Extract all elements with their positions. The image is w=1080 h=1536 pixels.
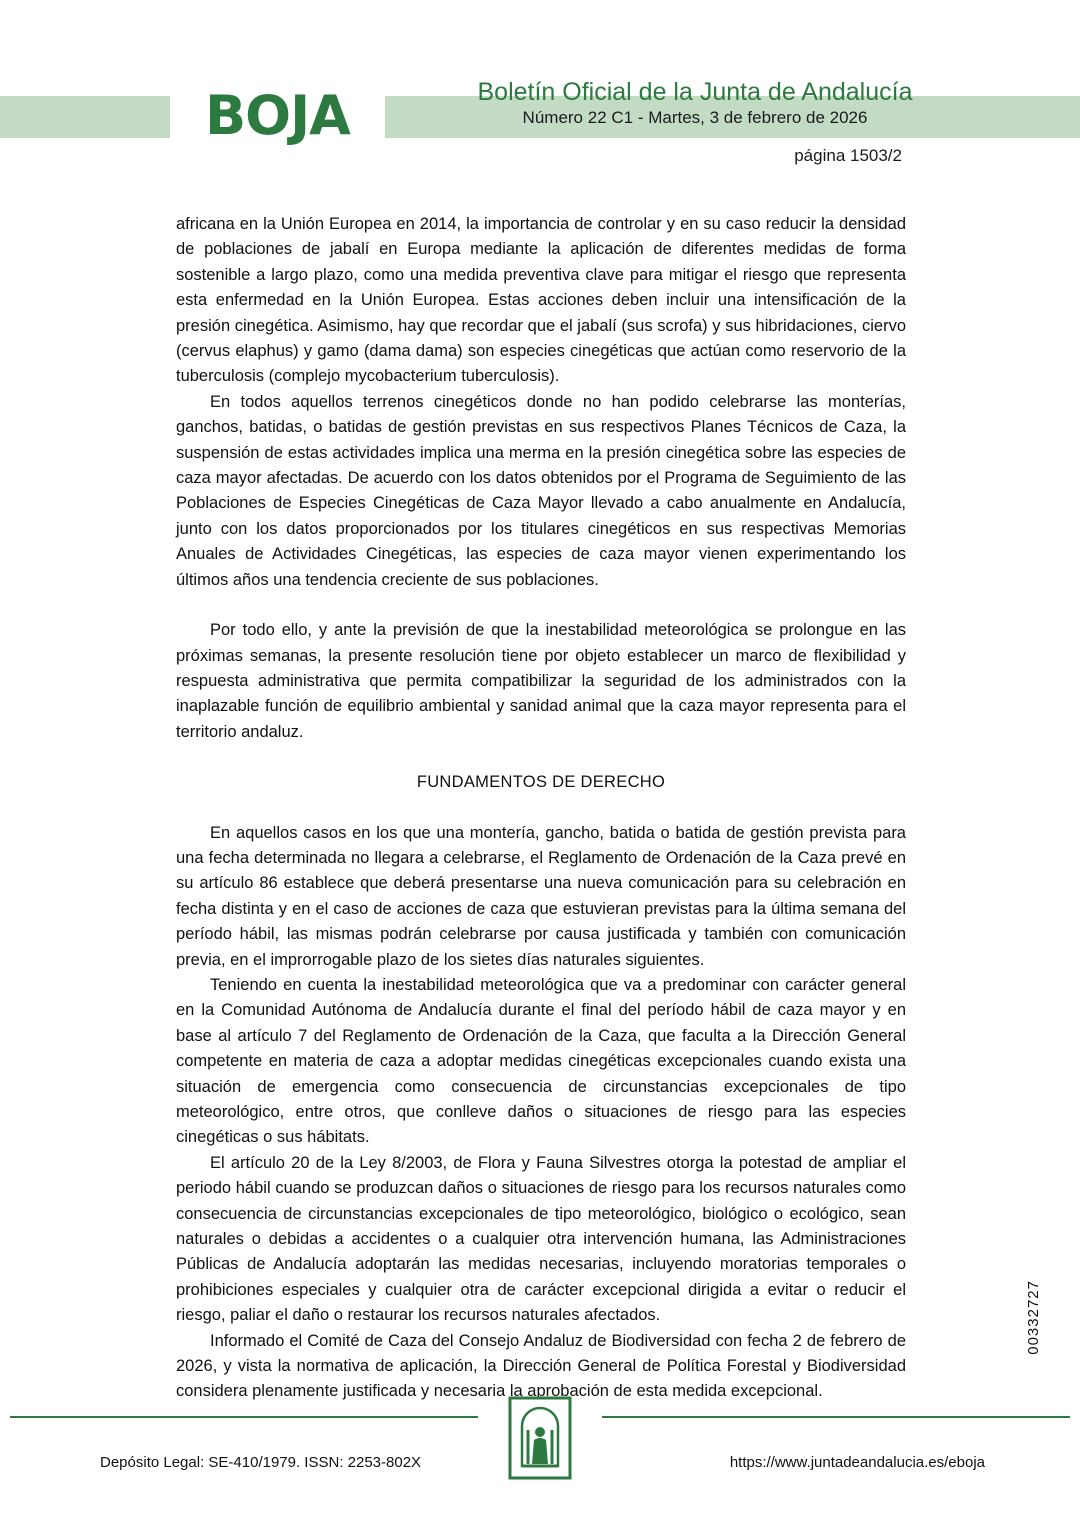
section-heading-fundamentos: FUNDAMENTOS DE DERECHO xyxy=(416,773,666,792)
paragraph-3: Por todo ello, y ante la previsión de que la inestabilidad meteorológica se prolongue en las próximas semanas, la presente resolución tiene por objeto establecer un marco de flexibilidad y respuesta administrativa que permita compatibilizar la seguridad de los administrados con la inaplazable función de equilibrio ambiental y sanidad animal que la caza mayor representa para el territorio andaluz. xyxy=(176,621,906,741)
paragraph-spacer xyxy=(176,593,906,618)
document-side-code: 00332727 xyxy=(1025,1280,1042,1355)
heading-spacer-bottom xyxy=(176,796,906,821)
footer-rule-right xyxy=(602,1416,1070,1418)
document-footer xyxy=(0,1396,1080,1536)
paragraph-7: Informado el Comité de Caza del Consejo Andaluz de Biodiversidad con fecha 2 de febrero de 2026, y vista la normativa de aplicación, la Dirección General de Política Forestal y Biodiversidad considera plenamente justificada y necesaria la aprobación de esta medida excepcional. xyxy=(176,1331,906,1401)
boja-logo: BOJA xyxy=(205,84,350,147)
paragraph-1: africana en la Unión Europea en 2014, la importancia de controlar y en su caso reducir la densidad de poblaciones de jabalí en Europa mediante la aplicación de diferentes medidas de forma sostenible a largo plazo, como una medida preventiva clave para mitigar el riesgo que representa esta enfermedad en la Unión Europea. Estas acciones deben incluir una intensificación de la presión cinegética. Asimismo, hay que recordar que el jabalí (sus scrofa) y sus hibridaciones, ciervo (cervus elaphus) y gamo (dama dama) son especies cinegéticas que actúan como reservorio de la tuberculosis (complejo mycobacterium tuberculosis). xyxy=(176,215,906,386)
document-body xyxy=(176,212,906,1405)
boja-logo-container xyxy=(170,85,385,147)
paragraph-6: El artículo 20 de la Ley 8/2003, de Flora y Fauna Silvestres otorga la potestad de ampliar el periodo hábil cuando se produzcan daños o situaciones de riesgo para los recursos naturales como consecuencia de circunstancias excepcionales de tipo meteorológico, biológico o ecológico, sean naturales o debidas a accidentes o a cualquier otra intervención humana, las Administraciones Públicas de Andalucía adoptarán las medidas necesarias, incluyendo moratorias temporales o prohibiciones especiales y cualquier otra de carácter excepcional dirigida a evitar o reducir el riesgo, paliar el daño o restaurar los recursos naturales afectados. xyxy=(176,1153,906,1325)
paragraph-4: En aquellos casos en los que una montería, gancho, batida o batida de gestión prevista para una fecha determinada no llegara a celebrarse, el Reglamento de Ordenación de la Caza prevé en su artículo 86 establece que deberá presentarse una nueva comunicación para su celebración en fecha distinta y en el caso de acciones de caza que estuvieran previstas para la última semana del período hábil, las mismas podrán celebrarse por causa justificada y también con comunicación previa, en el improrrogable plazo de los sietes días naturales siguientes. xyxy=(176,823,906,969)
bulletin-title: Boletín Oficial de la Junta de Andalucía xyxy=(477,78,913,106)
paragraph-2: En todos aquellos terrenos cinegéticos donde no han podido celebrarse las monterías, ganchos, batidas, o batidas de gestión previstas en sus respectivos Planes Técnicos de Caza, la suspensión de estas actividades implica una merma en la presión cinegética sobre las especies de caza mayor afectadas. De acuerdo con los datos obtenidos por el Programa de Seguimiento de las Poblaciones de Especies Cinegéticas de Caza Mayor llevado a cabo anualmente en Andalucía, junto con los datos proporcionados por los titulares cinegéticos en sus respectivas Memorias Anuales de Actividades Cinegéticas, las especies de caza mayor vienen experimentando los últimos años una tendencia creciente de sus poblaciones. xyxy=(176,392,906,589)
bulletin-issue: Número 22 C1 - Martes, 3 de febrero de 2026 xyxy=(522,108,868,127)
junta-de-andalucia-emblem-icon xyxy=(508,1396,572,1480)
page-number: página 1503/2 xyxy=(794,146,902,165)
heading-spacer-top xyxy=(176,745,906,770)
paragraph-5: Teniendo en cuenta la inestabilidad meteorológica que va a predominar con carácter general en la Comunidad Autónoma de Andalucía durante el final del período hábil de caza mayor y en base al artículo 7 del Reglamento de Ordenación de la Caza, que faculta a la Dirección General competente en materia de caza a adoptar medidas cinegéticas excepcionales cuando exista una situación de emergencia como consecuencia de circunstancias excepcionales de tipo meteorológico, entre otros, que conlleve daños o situaciones de riesgo para las especies cinegéticas o sus hábitats. xyxy=(176,975,906,1147)
footer-legal-deposit: Depósito Legal: SE-410/1979. ISSN: 2253-802X xyxy=(100,1454,422,1471)
bulletin-issue-line xyxy=(390,108,1000,128)
document-header xyxy=(0,0,1080,185)
footer-rule-left xyxy=(10,1416,478,1418)
footer-url[interactable]: https://www.juntadeandalucia.es/eboja xyxy=(729,1454,985,1471)
